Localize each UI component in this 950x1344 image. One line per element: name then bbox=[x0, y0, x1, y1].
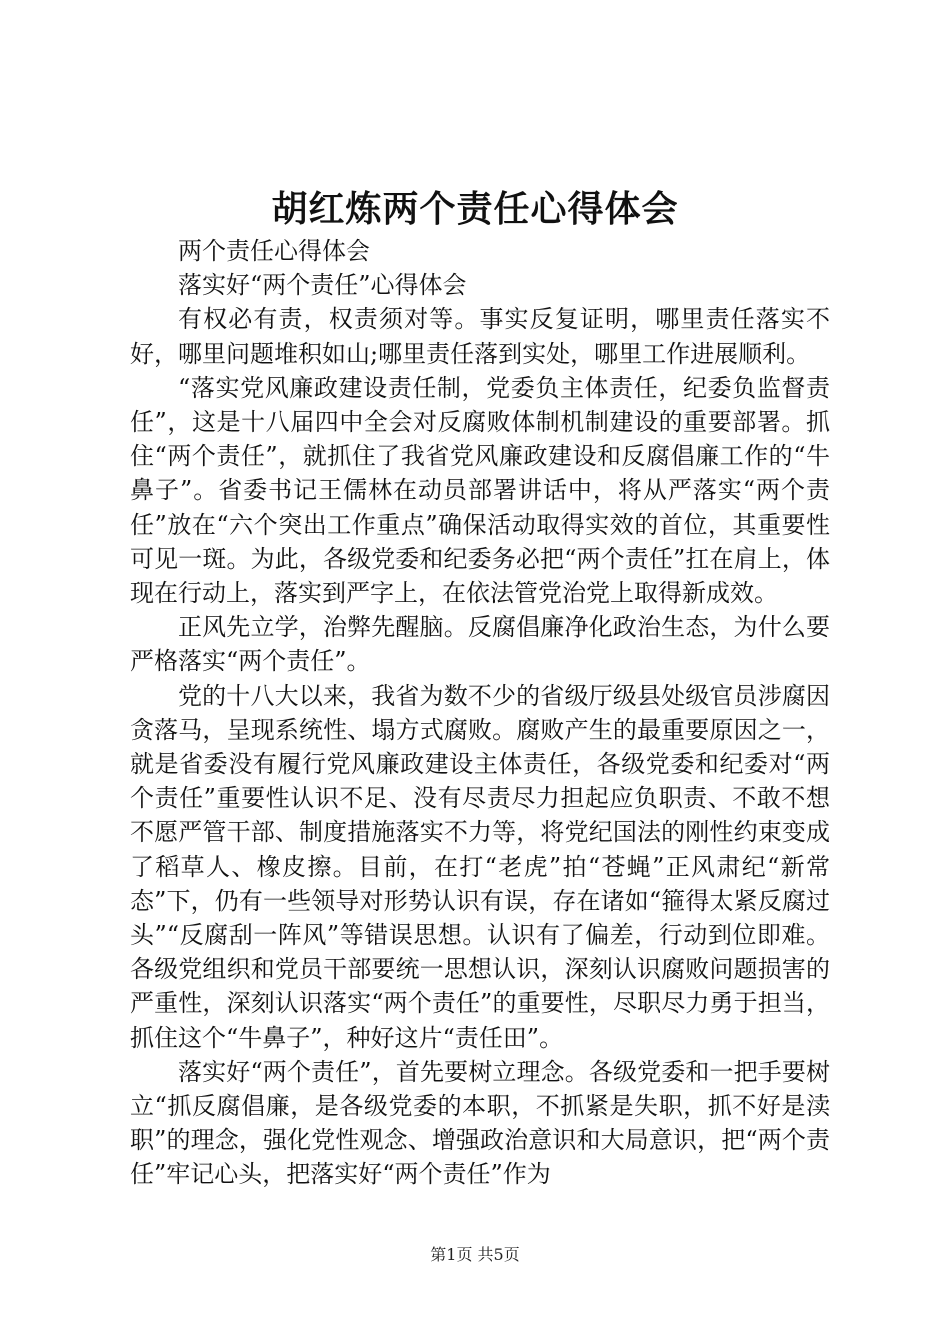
document-body bbox=[130, 234, 830, 1192]
document-title: 胡红炼两个责任心得体会 bbox=[271, 188, 679, 230]
paragraph: 落实好“两个责任”，首先要树立理念。各级党委和一把手要树立“抓反腐倡廉，是各级党委的本职，不抓紧是失职，抓不好是渎职”的理念，强化党性观念、增强政治意识和大局意识，把“两个责任”牢记心头，把落实好“两个责任”作为 bbox=[130, 1057, 830, 1189]
paragraph: 有权必有责，权责须对等。事实反复证明，哪里责任落实不好，哪里问题堆积如山;哪里责任落到实处，哪里工作进展顺利。 bbox=[130, 305, 830, 368]
page-number-footer: 第1页 共5页 bbox=[430, 1245, 520, 1264]
paragraph: 正风先立学，治弊先醒脑。反腐倡廉净化政治生态，为什么要严格落实“两个责任”。 bbox=[130, 613, 830, 676]
paragraph: 党的十八大以来，我省为数不少的省级厅级县处级官员涉腐因贪落马，呈现系统性、塌方式腐败。腐败产生的最重要原因之一，就是省委没有履行党风廉政建设主体责任，各级党委和纪委对“两个责任”重要性认识不足、没有尽责尽力担起应负职责、不敢不想不愿严管干部、制度措施落实不力等，将党纪国法的刚性约束变成了稻草人、橡皮擦。目前，在打“老虎”拍“苍蝇”正风肃纪“新常态”下，仍有一些领导对形势认识有误，存在诸如“箍得太紧反腐过头”“反腐刮一阵风”等错误思想。认识有了偏差，行动到位即难。各级党组织和党员干部要统一思想认识，深刻认识腐败问题损害的严重性，深刻认识落实“两个责任”的重要性，尽职尽力勇于担当，抓住这个“牛鼻子”，种好这片“责任田”。 bbox=[130, 681, 830, 1052]
paragraph-subtitle: 两个责任心得体会 bbox=[178, 237, 370, 265]
paragraph-heading: 落实好“两个责任”心得体会 bbox=[178, 271, 467, 300]
paragraph: “落实党风廉政建设责任制，党委负主体责任，纪委负监督责任”，这是十八届四中全会对反腐败体制机制建设的重要部署。抓住“两个责任”，就抓住了我省党风廉政建设和反腐倡廉工作的“牛鼻子”。省委书记王儒林在动员部署讲话中，将从严落实“两个责任”放在“六个突出工作重点”确保活动取得实效的首位，其重要性可见一斑。为此，各级党委和纪委务必把“两个责任”扛在肩上，体现在行动上，落实到严字上，在依法管党治党上取得新成效。 bbox=[130, 373, 830, 608]
